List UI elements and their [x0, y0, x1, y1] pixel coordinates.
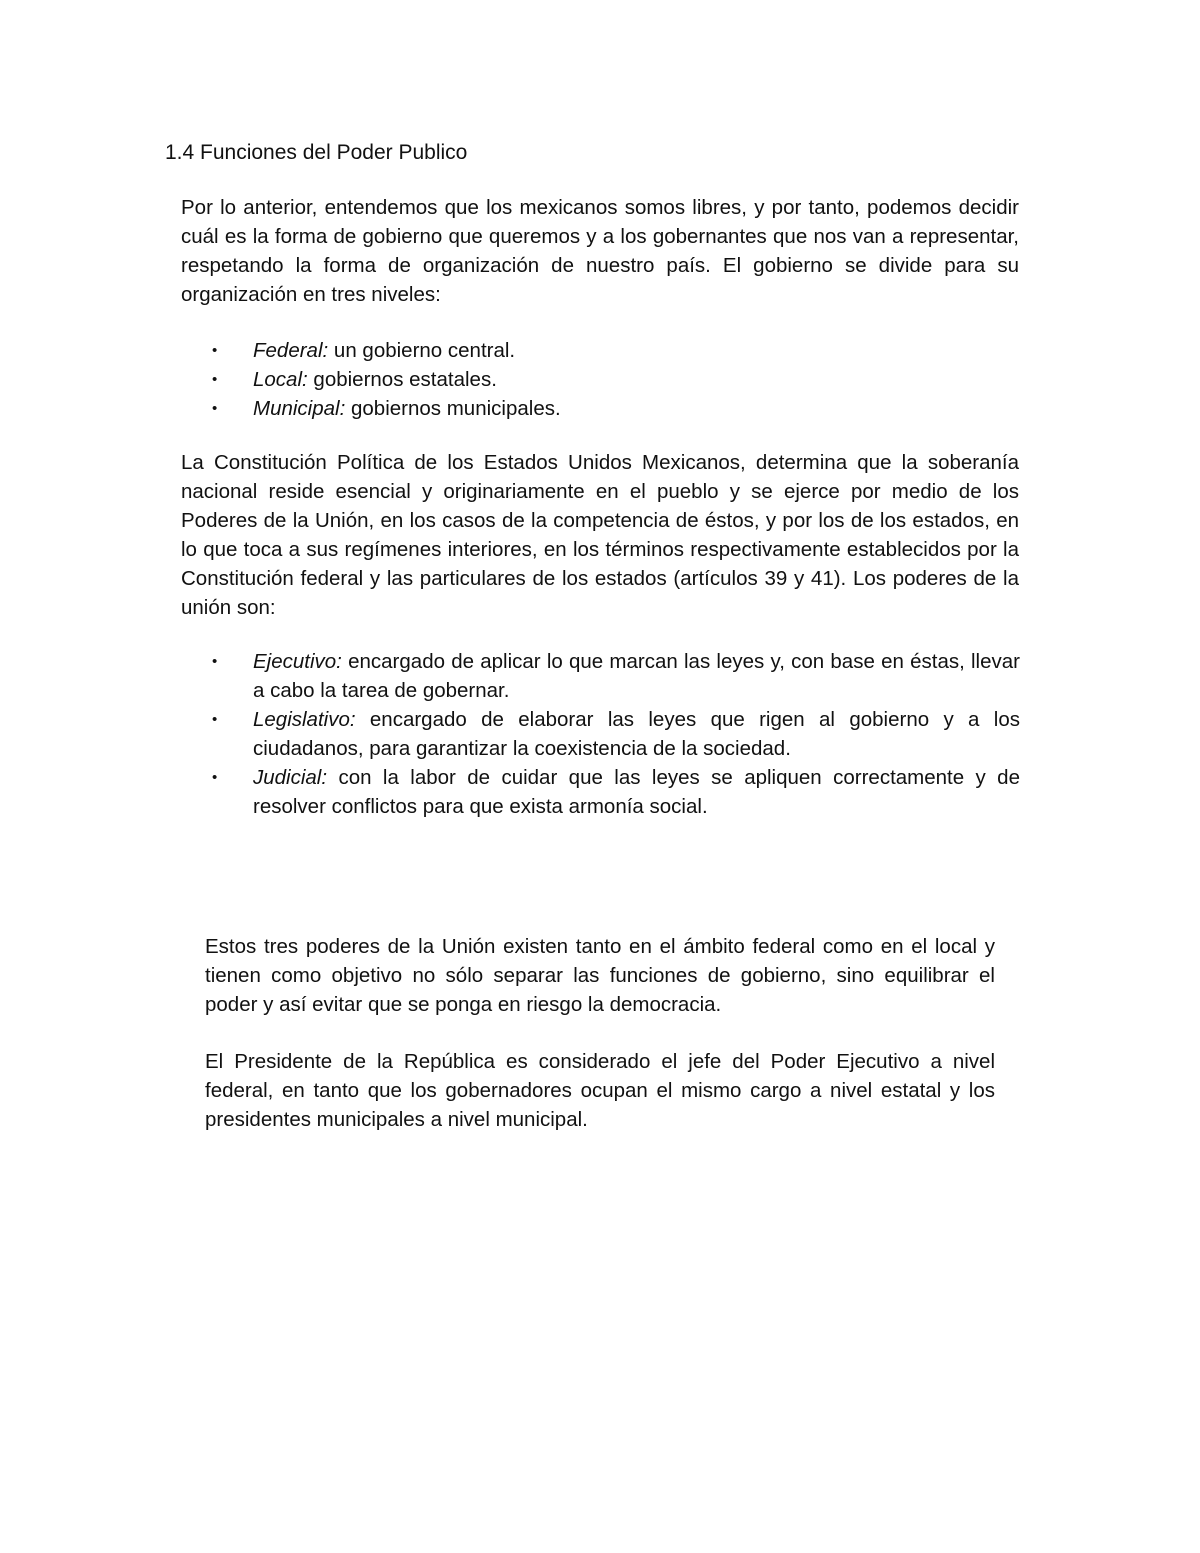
term-label: Legislativo:: [253, 708, 356, 731]
term-description: un gobierno central.: [328, 339, 516, 362]
paragraph-tres-poderes: Estos tres poderes de la Unión existen tanto en el ámbito federal como en el local y tienen como objetivo no sólo separar las funciones de gobierno, sino equilibrar el poder y así evitar que se ponga en riesgo la democracia.: [205, 935, 995, 1016]
term-label: Local:: [253, 368, 308, 391]
bullet-icon: •: [212, 653, 218, 670]
term-label: Ejecutivo:: [253, 650, 342, 673]
list-item-local: [212, 365, 1020, 394]
section-heading: 1.4 Funciones del Poder Publico: [165, 141, 468, 164]
term-description: gobiernos estatales.: [307, 368, 497, 391]
niveles-list: [212, 336, 1020, 423]
term-description: encargado de elaborar las leyes que rigen al gobierno y a los ciudadanos, para garantizar la coexistencia de la sociedad.: [253, 708, 1020, 760]
list-item-legislativo: [212, 705, 1020, 763]
poderes-list: [212, 647, 1020, 821]
bullet-icon: •: [212, 371, 218, 388]
list-item-municipal: [212, 394, 1020, 423]
term-label: Municipal:: [253, 397, 346, 420]
term-description: encargado de aplicar lo que marcan las leyes y, con base en éstas, llevar a cabo la tarea de gobernar.: [253, 650, 1020, 702]
bullet-icon: •: [212, 711, 218, 728]
paragraph-constitucion: La Constitución Política de los Estados Unidos Mexicanos, determina que la soberanía nacional reside esencial y originariamente en el pueblo y se ejerce por medio de los Poderes de la Unión, en los casos de la competencia de éstos, y por los de los estados, en lo que toca a sus regímenes interiores, en los términos respectivamente establecidos por la Constitución federal y las particulares de los estados (artículos 39 y 41). Los poderes de la unión son:: [181, 451, 1019, 619]
list-item-judicial: [212, 763, 1020, 821]
list-item-federal: [212, 336, 1020, 365]
term-label: Federal:: [253, 339, 329, 362]
list-item-ejecutivo: [212, 647, 1020, 705]
term-description: con la labor de cuidar que las leyes se apliquen correctamente y de resolver conflictos para que exista armonía social.: [253, 766, 1020, 818]
paragraph-intro: Por lo anterior, entendemos que los mexicanos somos libres, y por tanto, podemos decidir cuál es la forma de gobierno que queremos y a los gobernantes que nos van a representar, respetando la forma de organización de nuestro país. El gobierno se divide para su organización en tres niveles:: [181, 196, 1019, 306]
bullet-icon: •: [212, 342, 218, 359]
bullet-icon: •: [212, 400, 218, 417]
paragraph-presidente: El Presidente de la República es considerado el jefe del Poder Ejecutivo a nivel federal, en tanto que los gobernadores ocupan el mismo cargo a nivel estatal y los presidentes municipales a nivel municipal.: [205, 1050, 995, 1131]
bullet-icon: •: [212, 769, 218, 786]
term-description: gobiernos municipales.: [345, 397, 561, 420]
term-label: Judicial:: [253, 766, 328, 789]
